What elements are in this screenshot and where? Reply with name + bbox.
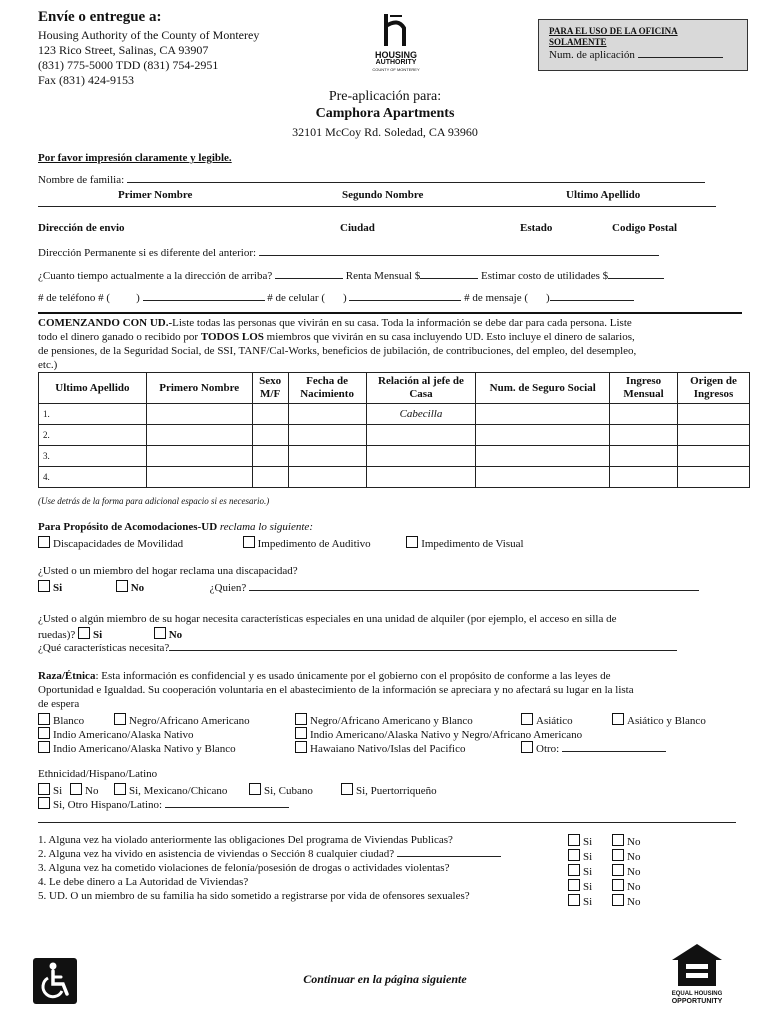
phone-label: # de teléfono # (: [38, 292, 111, 304]
question-4: 4. Le debe dinero a La Autoridad de Viviendas?: [38, 876, 249, 888]
mailing-address-label: Dirección de envio: [38, 222, 125, 234]
accommodation-title-italic: reclama lo siguiente:: [217, 521, 313, 533]
question-5: 5. UD. O un miembro de su familia ha sido sometido a registrarse por vida de ofensores sexuales?: [38, 890, 470, 902]
special-features-question-2: ruedas)?: [38, 629, 76, 641]
table-cell[interactable]: [476, 467, 610, 488]
eth-no-checkbox[interactable]: [70, 783, 98, 797]
disability-no-checkbox[interactable]: [116, 582, 144, 594]
race-option-label: Hawaiano Nativo/Islas del Pacifico: [310, 743, 466, 755]
first-name-label: Primer Nombre: [118, 189, 193, 201]
visual-checkbox[interactable]: [406, 538, 523, 550]
question-2-city-input[interactable]: [397, 856, 501, 857]
yes-label: Si: [53, 582, 63, 594]
accommodation-title-bold: Para Propósito de Acomodaciones-UD: [38, 521, 218, 533]
race-option-label: Indio Americano/Alaska Nativo: [53, 729, 194, 741]
ethnicity-title: Ethnicidad/Hispano/Latino: [38, 768, 158, 780]
household-members-table: [38, 372, 750, 488]
office-use-box: [538, 19, 748, 71]
section-divider: [38, 312, 742, 314]
eth-other-input[interactable]: [165, 807, 289, 808]
special-features-answer-row: [38, 627, 182, 641]
race-black-checkbox[interactable]: [114, 713, 250, 727]
row-number[interactable]: 3.: [39, 446, 147, 467]
eth-option-label: Si: [53, 785, 63, 797]
race-asian-white-checkbox[interactable]: [612, 713, 706, 727]
features-needed-label: ¿Qué características necesita?: [38, 642, 170, 654]
phone-input[interactable]: [143, 300, 265, 301]
q5-yes-checkbox[interactable]: Si: [568, 894, 592, 909]
city-label: Ciudad: [340, 222, 375, 234]
col-sex: Sexo M/F: [252, 373, 288, 404]
table-cell[interactable]: [678, 425, 750, 446]
table-cell[interactable]: [610, 404, 678, 425]
table-cell[interactable]: [678, 446, 750, 467]
table-cell[interactable]: [476, 404, 610, 425]
household-intro-text: todo el dinero ganado o recibido por: [38, 331, 201, 343]
mobility-label: Discapacidades de Movilidad: [53, 538, 184, 550]
eth-option-label: Si, Puertorriqueño: [356, 785, 437, 797]
table-cell[interactable]: [366, 446, 476, 467]
household-intro-text: Liste todas las personas que vivirán en su casa. Toda la información se debe dar para cada persona. Liste: [172, 317, 632, 329]
visual-label: Impedimento de Visual: [421, 538, 524, 550]
zip-label: Codigo Postal: [612, 222, 678, 234]
table-cell[interactable]: [252, 467, 288, 488]
table-cell[interactable]: [146, 404, 252, 425]
col-income: Ingreso Mensual: [610, 373, 678, 404]
table-row: [39, 467, 750, 488]
question-1: 1. Alguna vez ha violado anteriormente las obligaciones Del programa de Viviendas Publicas?: [38, 834, 453, 846]
address-line: (831) 775-5000 TDD (831) 754-2951: [38, 58, 219, 72]
housing-authority-logo: [368, 12, 424, 72]
who-input[interactable]: [249, 590, 699, 591]
eth-other-checkbox[interactable]: [38, 797, 289, 811]
who-label: ¿Quien?: [209, 582, 247, 594]
household-intro-bold: COMENZANDO CON UD.-: [38, 317, 173, 329]
table-cell[interactable]: [252, 446, 288, 467]
office-use-label-2: SOLAMENTE: [549, 37, 607, 47]
race-option-label: Negro/Africano Americano y Blanco: [310, 715, 473, 727]
accommodation-title: [38, 521, 313, 533]
race-option-label: Otro:: [536, 743, 560, 755]
accommodation-options: [38, 536, 524, 550]
table-row: [39, 446, 750, 467]
race-black-white-checkbox[interactable]: [295, 713, 473, 727]
q5-no-checkbox[interactable]: No: [612, 894, 640, 909]
mailing-address-line[interactable]: [38, 206, 716, 207]
race-option-label: Indio Americano/Alaska Nativo y Blanco: [53, 743, 236, 755]
table-cell[interactable]: [252, 404, 288, 425]
question-3: 3. Alguna vez ha cometido violaciones de felonía/posesión de drogas o actividades violentas?: [38, 862, 450, 874]
family-name-field[interactable]: [38, 174, 705, 186]
eho-text-2: OPPORTUNITY: [671, 998, 723, 1005]
race-option-label: Indio Americano/Alaska Nativo y Negro/Africano Americano: [310, 729, 583, 741]
last-name-label: Ultimo Apellido: [566, 189, 641, 201]
permanent-address-field[interactable]: [38, 247, 659, 259]
property-name: Camphora Apartments: [315, 106, 455, 121]
race-text: Oportunidad e Igualdad. Su cooperación voluntaria en el abastecimiento de la información se apreciara y no afectará su lugar en la lista: [38, 684, 634, 696]
col-income-source: Origen de Ingresos: [678, 373, 750, 404]
address-line: Fax (831) 424-9153: [38, 73, 134, 87]
table-cell[interactable]: [476, 425, 610, 446]
permanent-address-label: Dirección Permanente si es diferente del anterior:: [38, 247, 257, 259]
row-number[interactable]: 2.: [39, 425, 147, 446]
race-hawaiian-checkbox[interactable]: [295, 741, 465, 755]
continue-next-page: Continuar en la página siguiente: [303, 972, 467, 986]
mobility-checkbox[interactable]: [38, 538, 183, 550]
rent-label: Renta Mensual $: [345, 270, 421, 282]
disability-answer-row: [38, 580, 699, 594]
race-text: de espera: [38, 698, 80, 710]
eth-yes-checkbox[interactable]: [38, 783, 62, 797]
race-option-label: Asiático y Blanco: [627, 715, 706, 727]
hearing-label: Impedimento de Auditivo: [257, 538, 371, 550]
how-long-input[interactable]: [275, 278, 343, 279]
race-native-white-checkbox[interactable]: [38, 741, 236, 755]
send-address: [38, 28, 259, 88]
middle-name-label: Segundo Nombre: [342, 189, 424, 201]
table-cell[interactable]: [288, 446, 366, 467]
race-white-checkbox[interactable]: [38, 713, 84, 727]
rent-input[interactable]: [420, 278, 478, 279]
race-text: : Esta información es confidencial y es usado únicamente por el gobierno con el propósito de conforme a las leyes de: [95, 670, 611, 682]
state-label: Estado: [520, 222, 553, 234]
household-intro-text: miembros que vivirán en su casa incluyendo UD. Esto incluye el dinero de salarios,: [263, 331, 635, 343]
features-no-checkbox[interactable]: [154, 629, 182, 641]
table-cell[interactable]: [476, 446, 610, 467]
col-last-name: Ultimo Apellido: [39, 373, 147, 404]
household-intro-text: etc.): [38, 359, 58, 371]
eth-cuban-checkbox[interactable]: [249, 783, 313, 797]
features-needed-field[interactable]: [38, 642, 677, 654]
race-native-checkbox[interactable]: [38, 727, 194, 741]
q2-no-checkbox[interactable]: No: [612, 849, 640, 864]
race-other-input[interactable]: [562, 751, 666, 752]
preapp-title: Pre-aplicación para:: [328, 89, 442, 104]
house-logo-icon: [368, 12, 424, 48]
q4-yes-checkbox[interactable]: Si: [568, 879, 592, 894]
application-number-label: Num. de aplicación: [549, 49, 635, 61]
table-cell[interactable]: [366, 425, 476, 446]
table-header-row: [39, 373, 750, 404]
household-intro: [38, 316, 750, 372]
race-title: Raza/Étnica: [38, 670, 96, 682]
logo-text-authority: AUTHORITY: [375, 59, 417, 66]
question-2-text: 2. Alguna vez ha vivido en asistencia de viviendas o Sección 8 cualquier ciudad?: [38, 848, 395, 860]
family-name-label: Nombre de familia:: [38, 174, 125, 186]
eth-mexican-checkbox[interactable]: [114, 783, 227, 797]
eth-option-label: Si, Otro Hispano/Latino:: [53, 799, 163, 811]
q4-no-checkbox[interactable]: No: [612, 879, 640, 894]
table-cell[interactable]: [678, 404, 750, 425]
household-intro-text: de pensiones, de la Seguridad Social, de SSI, TANF/Cal-Works, beneficios de jubilación, de contribuciones, del empleo, del desempleo,: [38, 345, 637, 357]
table-cell[interactable]: [146, 425, 252, 446]
col-relation: Relación al jefe de Casa: [366, 373, 476, 404]
col-first-name: Primero Nombre: [146, 373, 252, 404]
race-native-black-checkbox[interactable]: [295, 727, 582, 741]
table-cell[interactable]: [366, 467, 476, 488]
questions-yes-column: [568, 834, 592, 909]
message-label: # de mensaje (: [464, 292, 528, 304]
special-features-question: ¿Usted o algún miembro de su hogar necesita características especiales en una unidad de alquiler (por ejemplo, el acceso en silla de: [38, 613, 617, 625]
table-cell[interactable]: [288, 425, 366, 446]
equal-housing-icon: [668, 942, 726, 988]
eth-option-label: No: [85, 785, 99, 797]
address-line: 123 Rico Street, Salinas, CA 93907: [38, 43, 209, 57]
race-other-checkbox[interactable]: [521, 741, 666, 755]
table-cell[interactable]: [610, 425, 678, 446]
send-to-title: Envíe o entregue a:: [38, 9, 162, 25]
cell-input[interactable]: [349, 300, 461, 301]
table-cell[interactable]: [146, 467, 252, 488]
application-number-field[interactable]: [549, 49, 737, 61]
col-birthdate: Fecha de Nacimiento: [288, 373, 366, 404]
residence-duration-row: [38, 270, 664, 282]
equal-housing-logo: [668, 942, 726, 1008]
q3-yes-checkbox[interactable]: Si: [568, 864, 592, 879]
disability-yes-checkbox[interactable]: [38, 582, 62, 594]
address-line: Housing Authority of the County of Monterey: [38, 28, 260, 42]
row-number[interactable]: 4.: [39, 467, 147, 488]
q1-yes-checkbox[interactable]: Si: [568, 834, 592, 849]
question-2: [38, 848, 501, 860]
q1-no-checkbox[interactable]: No: [612, 834, 640, 849]
cell-label: # de celular (: [267, 292, 325, 304]
row-number[interactable]: 1.: [39, 404, 147, 425]
q3-no-checkbox[interactable]: No: [612, 864, 640, 879]
message-input[interactable]: [550, 300, 634, 301]
phone-row: # de teléfono # ( ) # de celular ( ) # de mensaje ( ): [38, 292, 634, 304]
logo-text-county: COUNTY OF MONTEREY: [372, 67, 420, 72]
no-label: No: [130, 582, 145, 594]
how-long-label: ¿Cuanto tiempo actualmente a la dirección de arriba?: [38, 270, 273, 282]
office-use-label: PARA EL USO DE LA OFICINA: [549, 26, 678, 36]
utilities-input[interactable]: [608, 278, 664, 279]
yes-label: Si: [93, 629, 103, 641]
eth-puerto-rican-checkbox[interactable]: [341, 783, 437, 797]
questions-no-column: [612, 834, 640, 909]
utilities-label: Estimar costo de utilidades $: [481, 270, 609, 282]
disability-question: ¿Usted o un miembro del hogar reclama una discapacidad?: [38, 565, 298, 577]
table-cell[interactable]: [146, 446, 252, 467]
print-instructions: Por favor impresión claramente y legible.: [38, 152, 232, 164]
head-of-house-cell: Cabecilla: [366, 404, 476, 425]
race-asian-checkbox[interactable]: [521, 713, 573, 727]
table-cell[interactable]: [252, 425, 288, 446]
no-label: No: [168, 629, 183, 641]
table-row: [39, 425, 750, 446]
table-row: [39, 404, 750, 425]
q2-yes-checkbox[interactable]: Si: [568, 849, 592, 864]
race-option-label: Negro/Africano Americano: [129, 715, 250, 727]
section-divider: [38, 822, 736, 823]
eho-text: EQUAL HOUSING: [671, 991, 723, 997]
table-note: (Use detrás de la forma para adicional espacio si es necesario.): [38, 496, 270, 506]
table-cell[interactable]: [288, 467, 366, 488]
all-members-emphasis: TODOS LOS: [200, 331, 264, 343]
eth-option-label: Si, Cubano: [264, 785, 313, 797]
table-cell[interactable]: [610, 467, 678, 488]
race-option-label: Blanco: [53, 715, 85, 727]
table-cell[interactable]: [678, 467, 750, 488]
logo-text-housing: HOUSING: [374, 50, 417, 60]
features-yes-checkbox[interactable]: [78, 629, 102, 641]
race-intro: [38, 669, 750, 711]
hearing-checkbox[interactable]: [243, 538, 371, 550]
table-cell[interactable]: [288, 404, 366, 425]
table-cell[interactable]: [610, 446, 678, 467]
race-option-label: Asiático: [536, 715, 573, 727]
property-address: 32101 McCoy Rd. Soledad, CA 93960: [292, 125, 478, 139]
eth-option-label: Si, Mexicano/Chicano: [129, 785, 228, 797]
col-ssn: Num. de Seguro Social: [476, 373, 610, 404]
